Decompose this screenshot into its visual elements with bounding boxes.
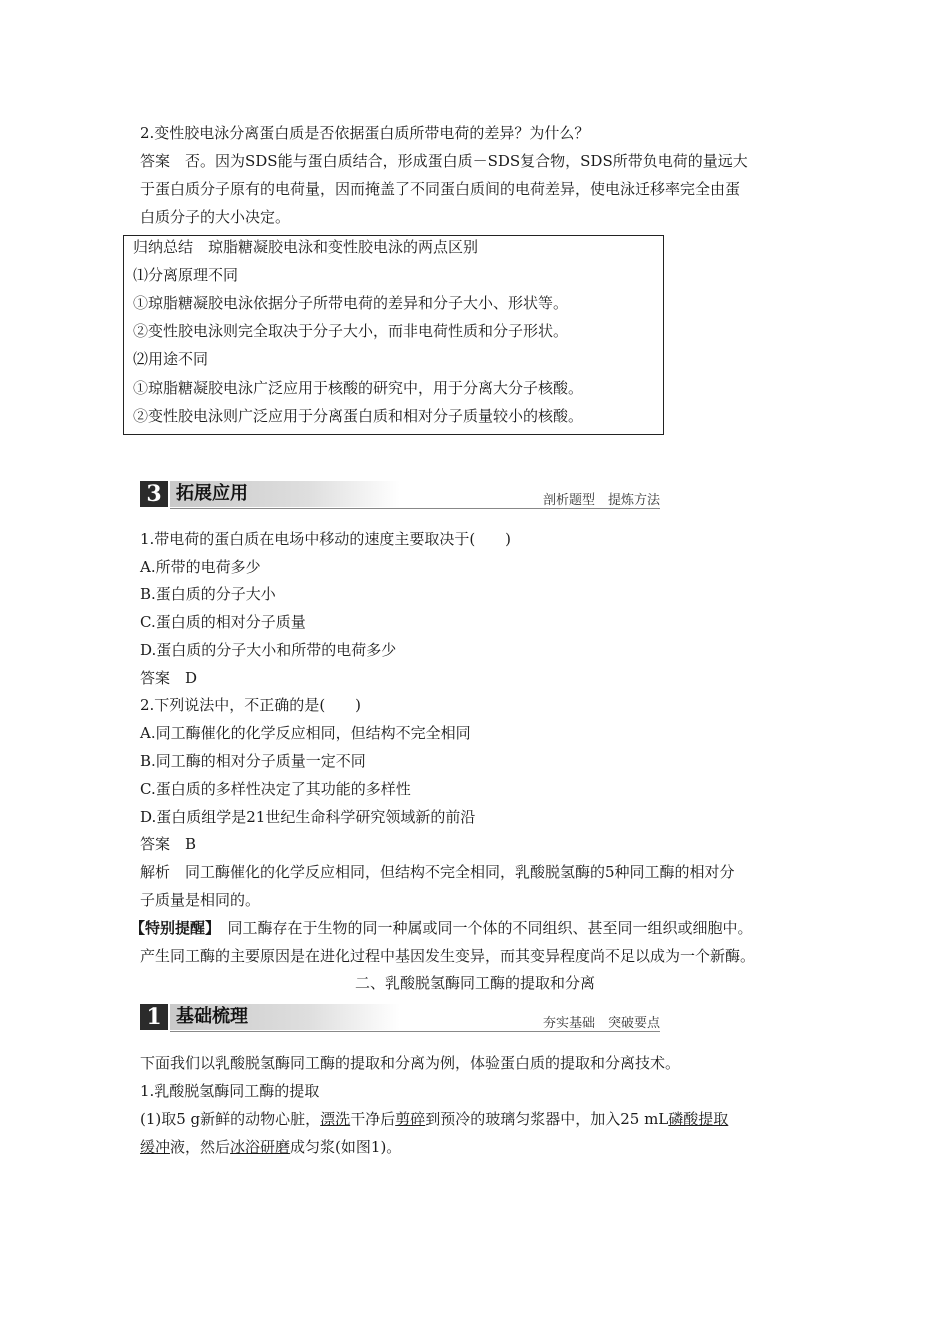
- step-text: 到预冷的玻璃匀浆器中，加入25 mL: [425, 1110, 669, 1128]
- analysis-line: 解析 同工酶催化的化学反应相同，但结构不完全相同，乳酸脱氢酶的5种同工酶的相对分: [140, 863, 735, 881]
- summary-line: ②变性胶电泳则完全取决于分子大小，而非电荷性质和分子形状。: [133, 322, 569, 340]
- answer-line: 答案 否。因为SDS能与蛋白质结合，形成蛋白质－SDS复合物，SDS所带负电荷的量远大: [140, 152, 748, 170]
- answer-line: 于蛋白质分子原有的电荷量，因而掩盖了不同蛋白质间的电荷差异，使电泳迁移率完全由蛋: [140, 180, 741, 198]
- section-rule: [170, 508, 660, 509]
- underlined-term: 剪碎: [395, 1110, 426, 1128]
- exercise-1-answer: 答案 D: [140, 669, 198, 687]
- step-text: 成匀浆(如图1)。: [290, 1138, 402, 1156]
- step-title: 1.乳酸脱氢酶同工酶的提取: [140, 1082, 320, 1100]
- analysis-line: 子质量是相同的。: [140, 891, 261, 909]
- option: B.同工酶的相对分子质量一定不同: [140, 752, 366, 770]
- section-subtitle: 剖析题型 提炼方法: [542, 493, 660, 508]
- exercise-2-question: 2.下列说法中，不正确的是( ): [140, 696, 362, 714]
- section-title: 拓展应用: [176, 483, 248, 504]
- summary-line: ②变性胶电泳则广泛应用于分离蛋白质和相对分子质量较小的核酸。: [133, 407, 584, 425]
- section-subtitle: 夯实基础 突破要点: [542, 1016, 660, 1031]
- section-rule: [170, 1031, 660, 1032]
- special-tip: [130, 917, 753, 939]
- option: C.蛋白质的相对分子质量: [140, 613, 306, 631]
- step-text: 液，然后: [170, 1138, 231, 1156]
- summary-line: ①琼脂糖凝胶电泳依据分子所带电荷的差异和分子大小、形状等。: [133, 294, 569, 312]
- special-tip-label: 【特别提醒】: [130, 919, 213, 937]
- exercise-1-question: 1.带电荷的蛋白质在电场中移动的速度主要取决于( ): [140, 530, 512, 548]
- option: D.蛋白质组学是21世纪生命科学研究领域新的前沿: [140, 808, 476, 826]
- underlined-term: 漂洗: [320, 1110, 351, 1128]
- special-tip-text: 同工酶存在于生物的同一种属或同一个体的不同组织、甚至同一组织或细胞中。: [227, 919, 753, 937]
- section-number: 3: [140, 481, 168, 507]
- step-1-line2: [140, 1136, 401, 1158]
- section-header-expand: [140, 481, 660, 511]
- section-title: 基础梳理: [176, 1006, 248, 1027]
- option: C.蛋白质的多样性决定了其功能的多样性: [140, 780, 411, 798]
- option: D.蛋白质的分子大小和所带的电荷多少: [140, 641, 397, 659]
- summary-title: 归纳总结 琼脂糖凝胶电泳和变性胶电泳的两点区别: [133, 238, 479, 256]
- option: A.同工酶催化的化学反应相同，但结构不完全相同: [140, 724, 471, 742]
- option: A.所带的电荷多少: [140, 558, 261, 576]
- step-text: (1)取5 g新鲜的动物心脏，: [140, 1110, 321, 1128]
- section-number: 1: [140, 1004, 168, 1030]
- summary-line: ⑵用途不同: [133, 350, 209, 368]
- part-heading: 二、乳酸脱氢酶同工酶的提取和分离: [354, 974, 595, 992]
- summary-box: [123, 235, 664, 435]
- summary-line: ①琼脂糖凝胶电泳广泛应用于核酸的研究中，用于分离大分子核酸。: [133, 379, 584, 397]
- step-text: 干净后: [350, 1110, 396, 1128]
- underlined-term: 磷酸提取: [668, 1110, 729, 1128]
- underlined-term: 冰浴研磨: [230, 1138, 291, 1156]
- underlined-term: 缓冲: [140, 1138, 171, 1156]
- summary-line: ⑴分离原理不同: [133, 266, 239, 284]
- question-2: 2.变性胶电泳分离蛋白质是否依据蛋白质所带电荷的差异？为什么？: [140, 124, 590, 142]
- step-1-line1: [140, 1108, 728, 1130]
- answer-line: 白质分子的大小决定。: [140, 208, 291, 226]
- section-header-basics: [140, 1004, 660, 1034]
- exercise-2-answer: 答案 B: [140, 835, 197, 853]
- intro-text: 下面我们以乳酸脱氢酶同工酶的提取和分离为例，体验蛋白质的提取和分离技术。: [140, 1054, 681, 1072]
- option: B.蛋白质的分子大小: [140, 585, 276, 603]
- special-tip-line2: 产生同工酶的主要原因是在进化过程中基因发生变异，而其变异程度尚不足以成为一个新酶。: [140, 947, 756, 965]
